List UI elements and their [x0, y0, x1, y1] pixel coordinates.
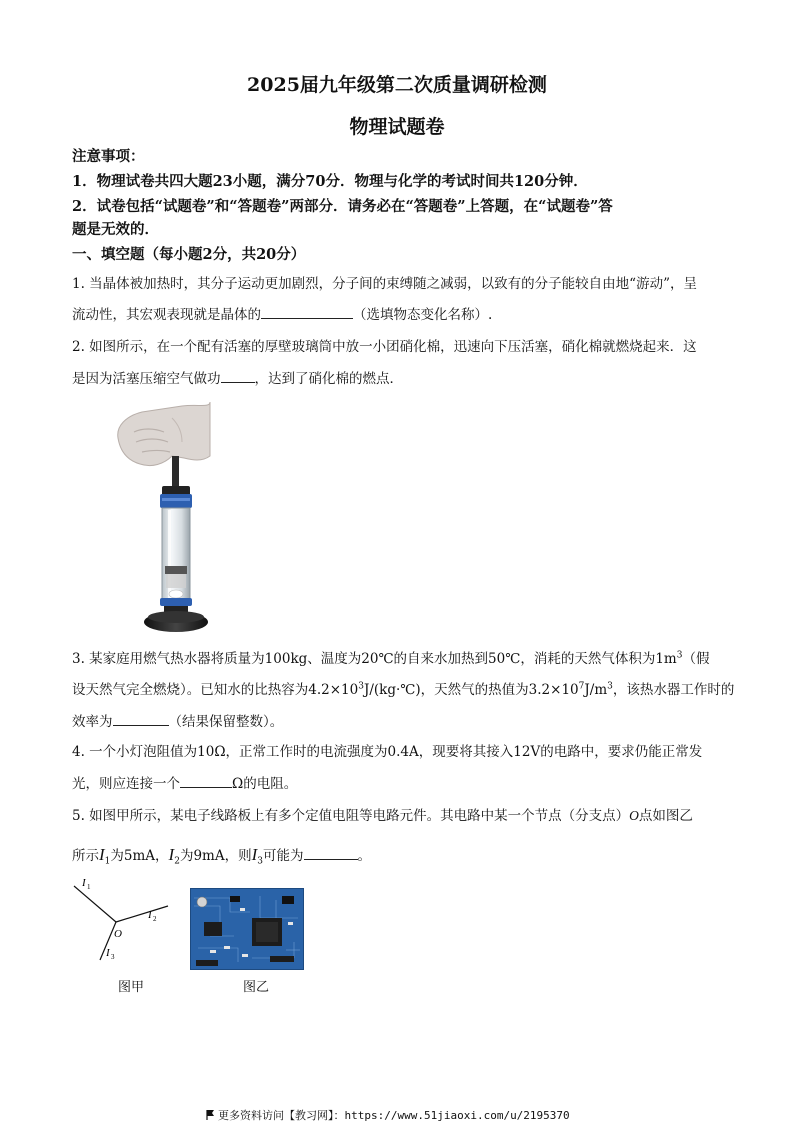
- flag-icon: [206, 1110, 215, 1120]
- section-1-heading: 一、填空题（每小题2分，共20分）: [72, 246, 306, 263]
- footer-text[interactable]: 更多资料访问【教习网】：https://www.51jiaoxi.com/u/2195370: [218, 1109, 570, 1122]
- notice-item-2-line2: 题是无效的．: [72, 221, 159, 238]
- piston-cylinder-photo: [112, 398, 222, 634]
- q2-line2: 是因为活塞压缩空气做功 ，达到了硝化棉的燃点．: [72, 368, 724, 389]
- q2-line1: 2. 如图所示，在一个配有活塞的厚壁玻璃筒中放一小团硝化棉，迅速向下压活塞，硝化棉就燃烧起来．这: [72, 339, 697, 355]
- q4-answer-blank: [180, 773, 232, 788]
- notice-item-2-line1: 2．试卷包括“试题卷”和“答题卷”两部分．请务必在“答题卷”上答题，在“试题卷”答: [72, 198, 613, 215]
- q4-line2: 光，则应连接一个 Ω的电阻。: [72, 773, 724, 794]
- q3-line3: 效率为 （结果保留整数）。: [72, 711, 724, 732]
- page-subtitle: 物理试题卷: [349, 116, 445, 138]
- page-title: 2025届九年级第二次质量调研检测: [247, 74, 547, 96]
- q4-line1: 4. 一个小灯泡阻值为10Ω，正常工作时的电流强度为0.4A，现要将其接入12V的电路中，要求仍能正常发: [72, 744, 703, 760]
- footer-link[interactable]: [206, 1107, 570, 1123]
- notice-heading: 注意事项：: [72, 148, 145, 165]
- caption-figure-a: 图甲: [118, 980, 145, 995]
- node-diagram: [70, 872, 170, 972]
- label-i1-sub: 1: [87, 883, 91, 891]
- caption-figure-b: 图乙: [243, 980, 270, 995]
- q3-answer-blank: [113, 711, 169, 726]
- q5-line1: 5. 如图甲所示，某电子线路板上有多个定值电阻等电路元件。其电路中某一个节点（分支点）O点如图乙: [72, 808, 693, 824]
- q3-line2: 设天然气完全燃烧）。已知水的比热容为$4.2\times 10^3J/(kg\cdot℃)$，天然气的热值为$3.2\times 10^7J/m^3$，该热水器工作时的: [72, 681, 735, 698]
- label-i3: I: [106, 947, 110, 959]
- q5-answer-blank: [304, 845, 358, 860]
- q1-line1: 1. 当晶体被加热时，其分子运动更加剧烈，分子间的束缚随之减弱，以致有的分子能较自由地“游动”，呈: [72, 276, 697, 292]
- circuit-board-photo: [190, 888, 304, 970]
- notice-item-1: 1．物理试卷共四大题23小题，满分70分．物理与化学的考试时间共120分钟．: [72, 173, 588, 190]
- label-o: O: [114, 928, 122, 940]
- q2-answer-blank: [221, 368, 255, 383]
- label-i3-sub: 3: [111, 953, 115, 961]
- label-i2: I: [148, 909, 152, 921]
- q5-line2: 所示$I_1$为5mA，$I_2$为9mA，则$I_3$可能为 。: [72, 845, 371, 867]
- q1-answer-blank: [261, 304, 353, 319]
- label-i1: I: [82, 877, 86, 889]
- q1-line2: 流动性，其宏观表现就是晶体的 （选填物态变化名称）.: [72, 304, 724, 325]
- q3-line1: 3. 某家庭用燃气热水器将质量为100kg、温度为20℃的自来水加热到50℃，消耗的天然气体积为$1m^3$（假: [72, 650, 710, 667]
- label-i2-sub: 2: [153, 915, 157, 923]
